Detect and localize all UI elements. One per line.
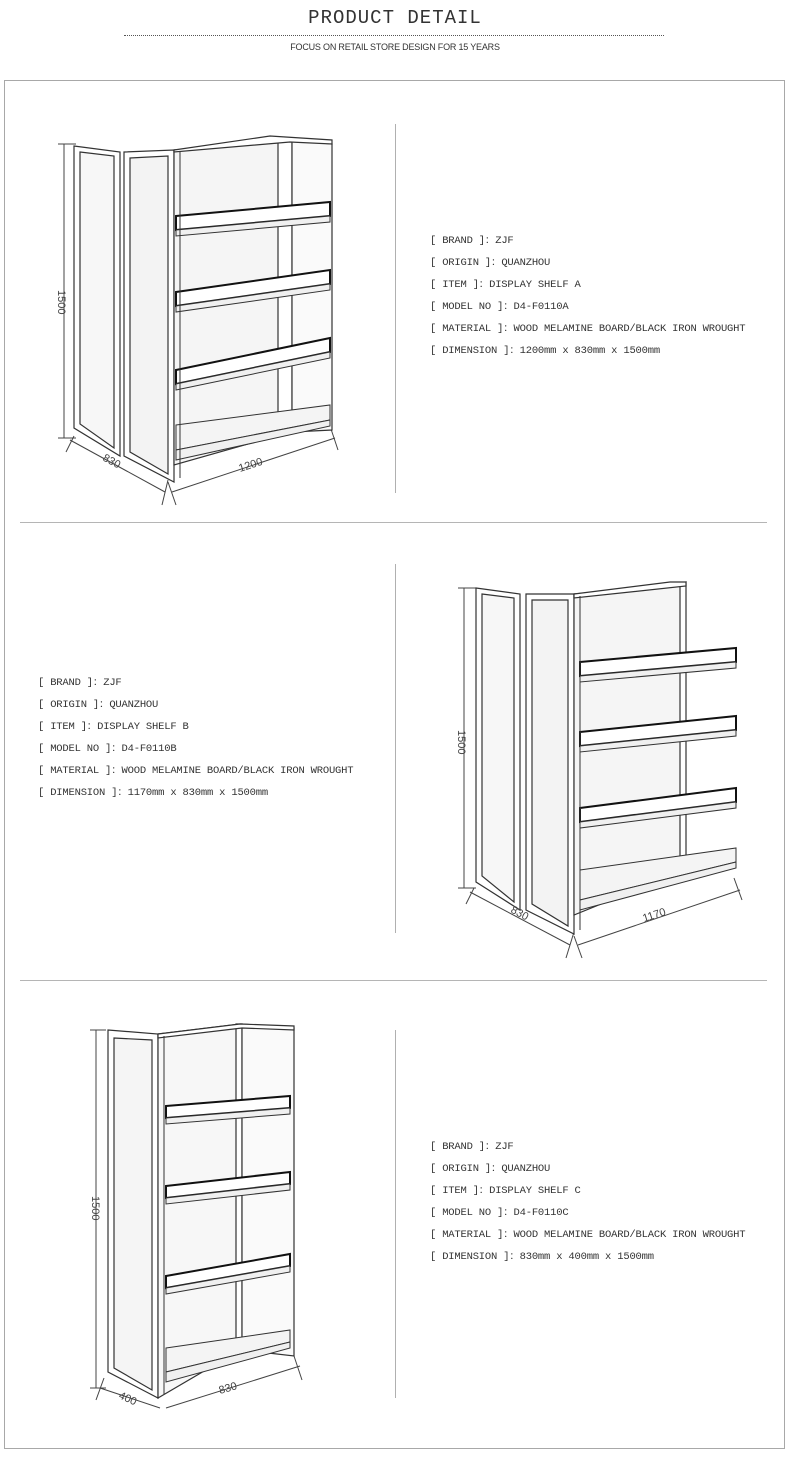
spec-dimension: [ DIMENSION ]：1170mm x 830mm x 1500mm (38, 787, 268, 799)
height-dimension-label: 1500 (55, 290, 67, 315)
page-subtitle: FOCUS ON RETAIL STORE DESIGN FOR 15 YEARS (290, 42, 500, 52)
spec-brand: [ BRAND ]：ZJF (430, 235, 514, 247)
spec-material: [ MATERIAL ]：WOOD MELAMINE BOARD/BLACK IRON WROUGHT (430, 323, 746, 335)
spec-item: [ ITEM ]：DISPLAY SHELF C (430, 1185, 581, 1197)
width-dimension-label: 1170 (641, 906, 668, 925)
dotted-divider (124, 35, 664, 36)
spec-origin: [ ORIGIN ]：QUANZHOU (430, 1163, 551, 1175)
width-dimension-label: 1200 (237, 455, 265, 475)
spec-origin: [ ORIGIN ]：QUANZHOU (430, 257, 551, 269)
height-dimension-label: 1500 (89, 1196, 101, 1221)
vertical-divider (395, 124, 396, 493)
display-shelf-a-drawing (40, 120, 350, 510)
spec-material: [ MATERIAL ]：WOOD MELAMINE BOARD/BLACK IRON WROUGHT (38, 765, 354, 777)
depth-dimension-label: 830 (100, 452, 123, 472)
spec-dimension: [ DIMENSION ]：1200mm x 830mm x 1500mm (430, 345, 660, 357)
spec-model-no: [ MODEL NO ]：D4-F0110A (430, 301, 569, 313)
spec-brand: [ BRAND ]：ZJF (430, 1141, 514, 1153)
spec-origin: [ ORIGIN ]：QUANZHOU (38, 699, 159, 711)
spec-dimension: [ DIMENSION ]：830mm x 400mm x 1500mm (430, 1251, 654, 1263)
spec-model-no: [ MODEL NO ]：D4-F0110B (38, 743, 177, 755)
spec-material: [ MATERIAL ]：WOOD MELAMINE BOARD/BLACK IRON WROUGHT (430, 1229, 746, 1241)
display-shelf-c-drawing (80, 1010, 320, 1410)
product-b-specs (38, 672, 353, 804)
display-shelf-b-drawing (440, 570, 760, 960)
vertical-divider (395, 1030, 396, 1398)
width-dimension-label: 830 (217, 1380, 239, 1397)
height-dimension-label: 1500 (455, 730, 467, 755)
page-title: PRODUCT DETAIL (308, 7, 482, 29)
vertical-divider (395, 564, 396, 933)
spec-item: [ ITEM ]：DISPLAY SHELF B (38, 721, 189, 733)
spec-brand: [ BRAND ]：ZJF (38, 677, 122, 689)
product-c-specs (430, 1136, 745, 1268)
spec-model-no: [ MODEL NO ]：D4-F0110C (430, 1207, 569, 1219)
depth-dimension-label: 400 (116, 1389, 139, 1409)
section-divider (20, 980, 767, 981)
product-a-specs (430, 230, 745, 362)
depth-dimension-label: 830 (508, 904, 531, 924)
spec-item: [ ITEM ]：DISPLAY SHELF A (430, 279, 581, 291)
section-divider (20, 522, 767, 523)
